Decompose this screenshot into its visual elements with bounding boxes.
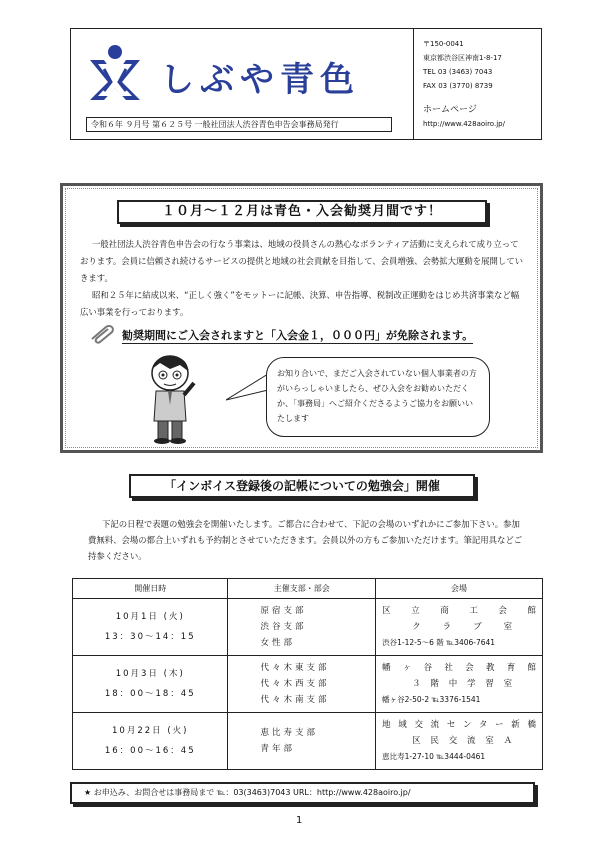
- date-cell: [73, 599, 228, 656]
- date: 10月3日 (木): [115, 669, 185, 679]
- campaign-highlight: 勧奨期間にご入会されますと「入会金１，０００円」が免除されます。: [122, 329, 474, 342]
- time: 16：00～16：45: [104, 746, 196, 756]
- venue-cell: [376, 713, 543, 770]
- seminar-text: [88, 516, 528, 564]
- venue-name: 幡ヶ谷社会教育館: [382, 663, 536, 673]
- fax: FAX 03 (3770) 8739: [423, 82, 493, 90]
- address: 東京都渋谷区神南1-8-17: [423, 54, 502, 62]
- venue-room: 区民交流室Ａ: [412, 736, 513, 746]
- address-box: [414, 28, 542, 140]
- venue-room: クラブ室: [412, 622, 513, 632]
- branch: 代々木西支部: [260, 679, 330, 689]
- venue-room: ３階中学習室: [412, 679, 513, 689]
- date-cell: [73, 656, 228, 713]
- homepage-label: ホームページ: [423, 105, 477, 115]
- header-venue: 会場: [376, 579, 543, 599]
- speech-bubble: [266, 357, 490, 437]
- campaign-title: １０月～１２月は青色・入会勧奨月間です！: [117, 200, 487, 224]
- branch: 青年部: [260, 744, 295, 754]
- table-header-row: [73, 579, 543, 599]
- postal-code: 〒150-0041: [423, 40, 464, 48]
- branch: 女性部: [260, 638, 295, 648]
- seminar-paragraph: 下記の日程で表題の勉強会を開催いたします。ご都合に合わせて、下記の会場のいずれかにご参加下さい。参加費無料、会場の都合上いずれも予約制とさせていただきます。会員以外の方もご参加いただけます。筆記用具などご持参ください。: [88, 519, 523, 561]
- venue-name: 地域交流センター新橋: [382, 720, 536, 730]
- tel: TEL 03 (3463) 7043: [423, 68, 493, 76]
- bubble-text: お知り合いで、まだご入会されていない個人事業者の方がいらっしゃいましたら、ぜひ入会をお勧めいただくか、「事務局」へご紹介くださるようご協力をお願いいたします: [277, 369, 477, 423]
- branch: 渋谷支部: [260, 622, 307, 632]
- schedule-table: [72, 578, 543, 770]
- table-row: [73, 656, 543, 713]
- branch: 原宿支部: [260, 606, 307, 616]
- homepage-url[interactable]: http://www.428aoiro.jp/: [423, 120, 505, 128]
- branch: 恵比寿支部: [260, 728, 318, 738]
- speech-bubble-tail: [226, 372, 270, 402]
- header-datetime: 開催日時: [73, 579, 228, 599]
- venue-address: 渋谷1-12-5～6 階 ℡3406-7641: [382, 638, 496, 647]
- venue-cell: [376, 599, 543, 656]
- time: 13：30～14：15: [104, 632, 196, 642]
- branch-cell: [228, 599, 376, 656]
- date-cell: [73, 713, 228, 770]
- venue-address: 幡ヶ谷2-50-2 ℡3376-1541: [382, 695, 481, 704]
- branch: 代々木南支部: [260, 695, 330, 705]
- branch-cell: [228, 713, 376, 770]
- issue-line: 令和６年 ９月号 第６２５号 一般社団法人渋谷青色申告会事務局発行: [86, 117, 392, 132]
- branch: 代々木東支部: [260, 663, 330, 673]
- page-number: 1: [296, 815, 303, 826]
- seminar-title: 「インボイス登録後の記帳についての勉強会」開催: [129, 474, 475, 498]
- logo-icon: [84, 42, 146, 104]
- mascot-character-icon: [140, 353, 200, 445]
- time: 18：00～18：45: [104, 689, 196, 699]
- table-row: [73, 599, 543, 656]
- campaign-paragraph: 昭和２５年に結成以来、“正しく強く”をモットーに記帳、決算、申告指導、税制改正運動をはじめ共済事業など幅広い事業を行っております。: [80, 290, 520, 317]
- masthead-title: しぶや青色: [160, 60, 360, 100]
- date: 10月22日 (火): [112, 726, 189, 736]
- venue-address: 恵比寿1-27-10 ℡3444-0461: [382, 752, 486, 761]
- venue-name: 区立商工会館: [382, 606, 536, 616]
- venue-cell: [376, 656, 543, 713]
- paperclip-icon: [88, 323, 118, 345]
- campaign-paragraph: 一般社団法人渋谷青色申告会の行なう事業は、地域の役員さんの熱心なボランティア活動に支えられて成り立っております。会員に信頼され続けるサービスの提供と地域の社会貢献を目指して、会員増強、会勢拡大運動を展開していきます。: [80, 239, 524, 283]
- header-branch: 主催支部・部会: [228, 579, 376, 599]
- date: 10月1日 (火): [115, 612, 185, 622]
- campaign-text: [80, 236, 526, 321]
- table-row: [73, 713, 543, 770]
- branch-cell: [228, 656, 376, 713]
- contact-footer: ★ お申込み、お問合せは事務局まで ℡：03(3463)7043 URL：http://www.428aoiro.jp/: [70, 782, 535, 804]
